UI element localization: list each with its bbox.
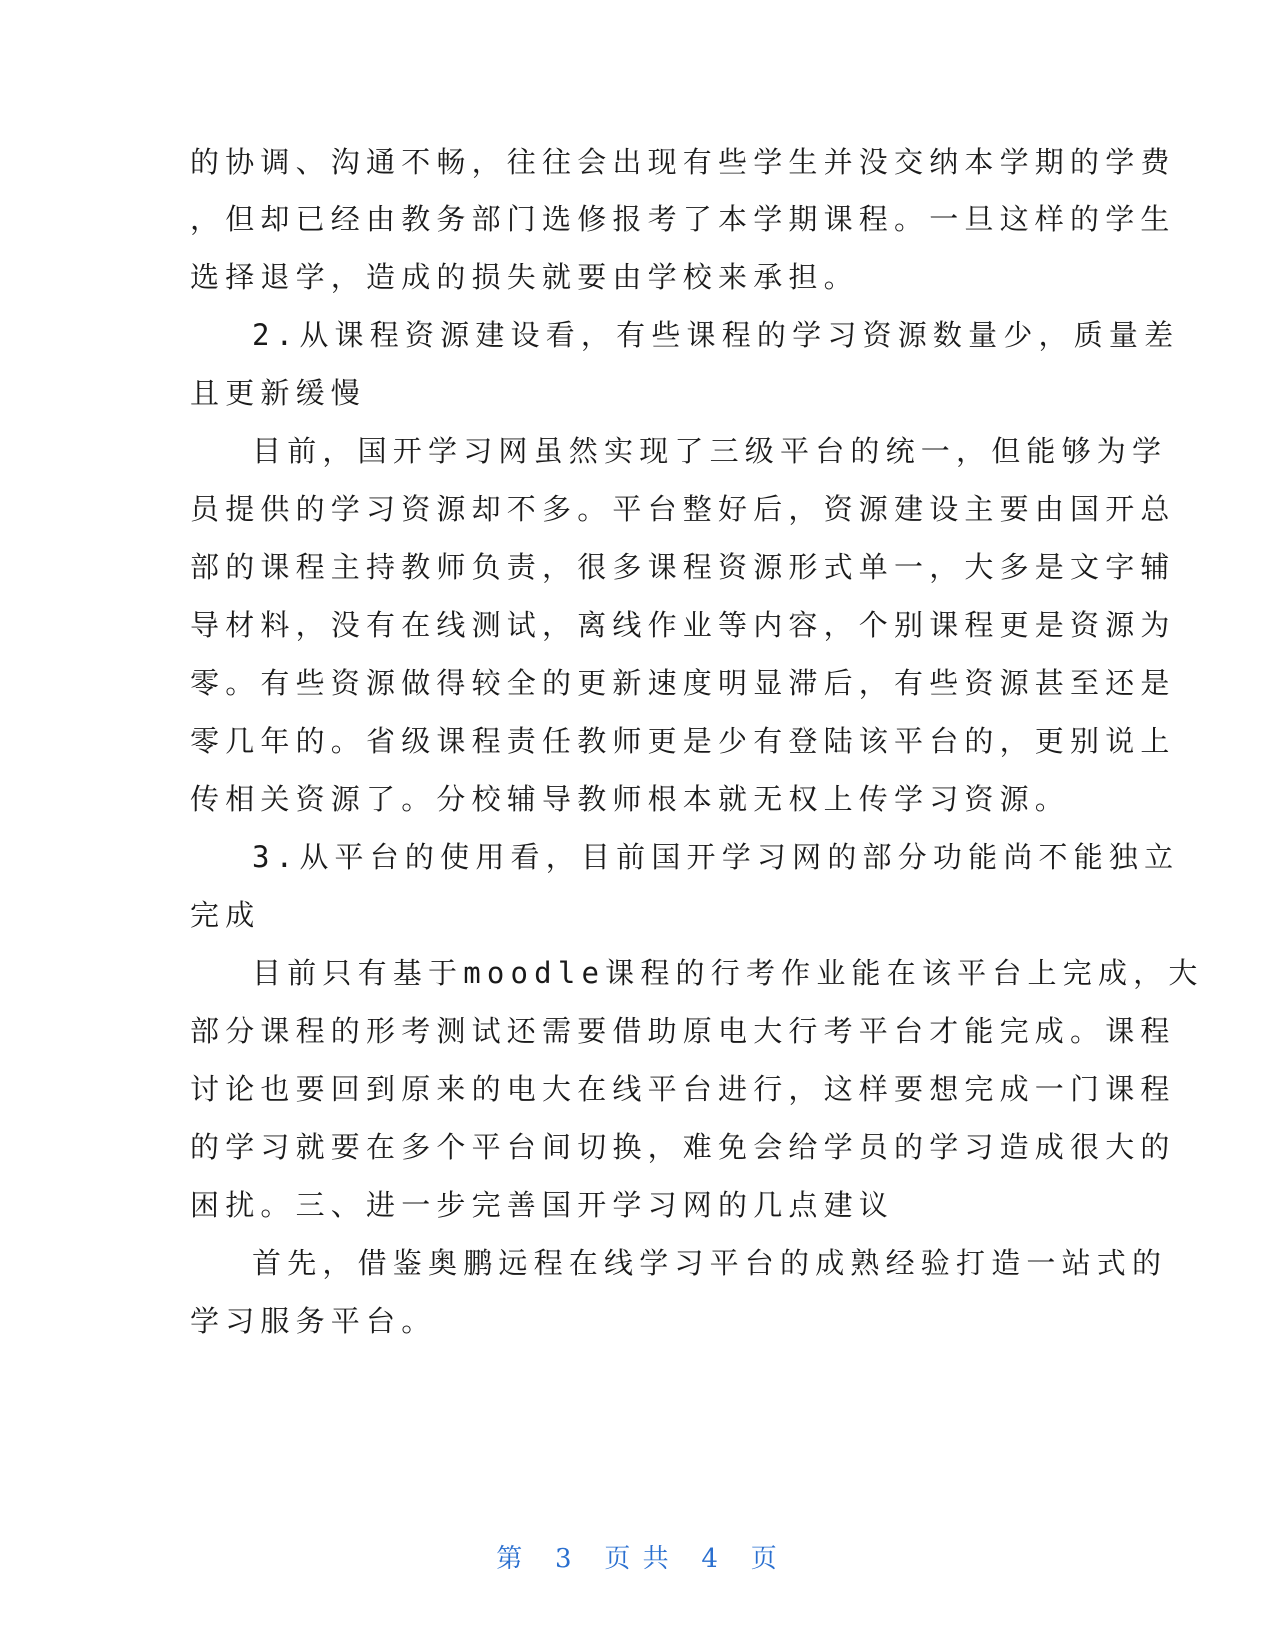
text-line: 部的课程主持教师负责，很多课程资源形式单一，大多是文字辅 (190, 550, 1176, 584)
text-line: 的学习就要在多个平台间切换，难免会给学员的学习造成很大的 (190, 1130, 1176, 1164)
text-line: 目前，国开学习网虽然实现了三级平台的统一，但能够为学 (252, 434, 1168, 468)
text-line: 首先，借鉴奥鹏远程在线学习平台的成熟经验打造一站式的 (252, 1246, 1168, 1280)
text-line: 完成 (190, 898, 261, 932)
text-line: 讨论也要回到原来的电大在线平台进行，这样要想完成一门课程 (190, 1072, 1176, 1106)
text-line: 导材料，没有在线测试，离线作业等内容，个别课程更是资源为 (190, 608, 1176, 642)
text-line: 零。有些资源做得较全的更新速度明显滞后，有些资源甚至还是 (190, 666, 1176, 700)
text-line: 零几年的。省级课程责任教师更是少有登陆该平台的，更别说上 (190, 724, 1176, 758)
footer-middle: 页 共 (604, 1544, 671, 1574)
text-line: 3.从平台的使用看，目前国开学习网的部分功能尚不能独立 (252, 840, 1180, 874)
text-line: 目前只有基于moodle课程的行考作业能在该平台上完成，大 (252, 956, 1204, 990)
text-line: 困扰。三、进一步完善国开学习网的几点建议 (190, 1188, 895, 1222)
text-line: 学习服务平台。 (190, 1304, 437, 1338)
text-line: 2.从课程资源建设看，有些课程的学习资源数量少，质量差 (252, 318, 1180, 352)
text-line: 员提供的学习资源却不多。平台整好后，资源建设主要由国开总 (190, 492, 1176, 526)
text-line: 且更新缓慢 (190, 376, 367, 410)
text-line: ，但却已经由教务部门选修报考了本学期课程。一旦这样的学生 (190, 202, 1176, 236)
page-footer (0, 1538, 1275, 1575)
footer-prefix: 第 (496, 1544, 525, 1574)
footer-suffix: 页 (750, 1544, 779, 1574)
text-line: 部分课程的形考测试还需要借助原电大行考平台才能完成。课程 (190, 1014, 1176, 1048)
text-line: 传相关资源了。分校辅导教师根本就无权上传学习资源。 (190, 782, 1071, 816)
footer-current-page: 3 (555, 1544, 574, 1574)
text-line: 选择退学，造成的损失就要由学校来承担。 (190, 260, 859, 294)
footer-total-pages: 4 (701, 1544, 720, 1574)
text-line: 的协调、沟通不畅，往往会出现有些学生并没交纳本学期的学费 (190, 145, 1176, 179)
